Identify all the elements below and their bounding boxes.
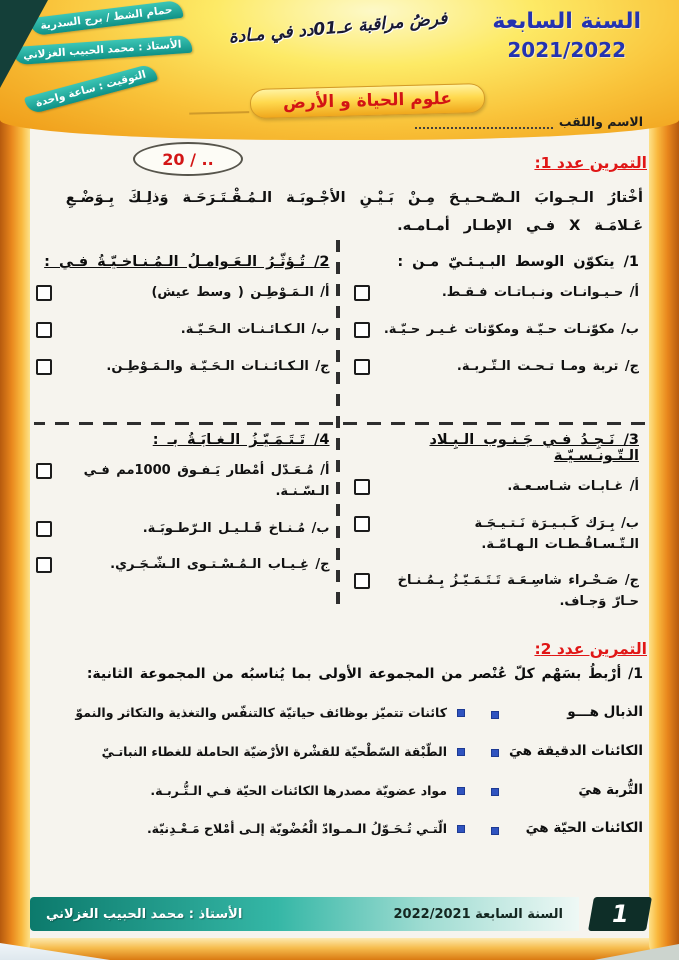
question-2 xyxy=(30,246,340,424)
answer-checkbox[interactable] xyxy=(354,359,370,375)
option-label: أ/ حـيـوانـات ونـبـاتـات فـقـط. xyxy=(441,285,639,300)
grade-label: السنة السابعة xyxy=(492,9,641,34)
match-term xyxy=(491,704,643,720)
footer-bar xyxy=(30,897,649,931)
option-label: ب/ بِـرَك كَـبـيـرَة نَـتـيـجَـة الـتّـسـاقُـطـات الـهـامّـة. xyxy=(474,515,639,552)
question-2-option-c xyxy=(36,357,330,378)
link-marker[interactable] xyxy=(491,749,499,757)
link-marker[interactable] xyxy=(457,709,465,717)
answer-checkbox[interactable] xyxy=(36,285,52,301)
term-label: التُّربة هيَ xyxy=(578,781,643,798)
term-label: الكائنات الدقيقة هيَ xyxy=(509,742,643,759)
option-label: أ/ الـمَـوْطِـن ( وسط عيش) xyxy=(151,285,330,300)
link-marker[interactable] xyxy=(491,827,499,835)
question-1-option-b xyxy=(354,320,640,341)
link-marker[interactable] xyxy=(457,825,465,833)
answer-checkbox[interactable] xyxy=(36,557,52,573)
mcq-grid xyxy=(30,246,649,638)
match-row xyxy=(36,820,643,839)
footer-band xyxy=(30,897,579,931)
answer-checkbox[interactable] xyxy=(354,573,370,589)
question-4-option-a xyxy=(36,461,330,503)
question-3-option-c xyxy=(354,571,640,613)
option-label: ج/ الـكـائـنـات الـحَـيّـة والـمَـوْطِـن. xyxy=(106,358,330,374)
question-3-option-a xyxy=(354,477,640,498)
question-4 xyxy=(30,424,340,638)
question-4-option-c xyxy=(36,555,330,576)
answer-checkbox[interactable] xyxy=(36,359,52,375)
answer-checkbox[interactable] xyxy=(36,521,52,537)
question-1-title: 1/ يتكوّن الوسط البـيـئـيّ مـن : xyxy=(397,254,639,270)
school-year: 2021/2022 xyxy=(507,37,626,62)
score-value: 20 / .. xyxy=(162,149,214,169)
bottom-border-decoration xyxy=(0,938,679,960)
left-border-decoration xyxy=(0,0,30,960)
option-label: ج/ غِـيـاب الـمُـسْـتـوى الـشّـجَـري. xyxy=(110,557,330,573)
footer-grade: السنة السابعة 2022/2021 xyxy=(393,906,563,922)
exercise2-instruction: 1/ أرْبطُ بسَهْم كلّ عُنْصر من المجموعة الأولى بما يُناسبُه من المجموعة الثانية: xyxy=(86,666,643,682)
question-3-option-b xyxy=(354,514,640,556)
name-fill-line[interactable] xyxy=(415,116,553,129)
answer-checkbox[interactable] xyxy=(354,516,370,532)
term-label: الكائنات الحيّة هيَ xyxy=(525,820,643,837)
right-border-decoration xyxy=(649,0,679,960)
option-label: ب/ مُـنـاخ قَـلـيـل الـرّطـوبَـة. xyxy=(142,520,330,536)
match-term xyxy=(491,820,643,836)
question-3-title: 3/ نَـجِـدُ فـي جَـنـوب الـبِـلاد الـتّـونـسـيّـة xyxy=(429,432,639,464)
footer-teacher: الأستاذ : محمد الحبيب الغزلاني xyxy=(46,906,243,922)
question-1 xyxy=(340,246,650,424)
match-definition xyxy=(36,782,465,801)
matching-table xyxy=(36,704,643,859)
match-definition xyxy=(36,743,465,762)
exercise1-instruction xyxy=(36,184,643,241)
definition-label: كائنات تتميّز بوظائف حياتيّة كالتنفّس والتغذية والتكاثر والنموّ xyxy=(75,705,447,720)
option-label: أ/ مُـعَـدّل أمْطار يَـفـوق 1000مم فـي الـسّـنـة. xyxy=(83,463,330,499)
page-number: 1 xyxy=(609,900,631,928)
option-label: ج/ تربة ومـا تـحـت الـتّـربـة. xyxy=(456,358,639,374)
option-label: ب/ الـكـائـنـات الـحَـيّـة. xyxy=(180,321,330,337)
match-term xyxy=(491,743,643,759)
answer-checkbox[interactable] xyxy=(36,463,52,479)
answer-checkbox[interactable] xyxy=(354,322,370,338)
question-2-title: 2/ تُـؤثّـرُ الـعَـوامـلُ الـمُـنـاخـيّـةُ فـي : xyxy=(44,254,330,270)
definition-label: مواد عضويّة مصدرها الكائنات الحيّة فـي الـتُّـربـة. xyxy=(150,782,447,798)
grade-title xyxy=(492,8,641,63)
link-marker[interactable] xyxy=(491,711,499,719)
question-4-title: 4/ تَـتَـمَـيّـزُ الـغـابَـةُ بـ : xyxy=(152,432,330,448)
exam-type-title: فرضُ مراقبة عـ01دد في مـادة xyxy=(227,8,449,48)
match-term xyxy=(491,782,643,798)
page-number-badge xyxy=(588,897,652,931)
answer-checkbox[interactable] xyxy=(354,285,370,301)
term-label: الذبال هـــو xyxy=(567,704,643,720)
answer-checkbox[interactable] xyxy=(36,322,52,338)
instruction-line-1: أخْتارُ الـجـوابَ الـصّـحـيـحَ مِـنْ بَـيْـنِ الأجْـوبَـة الـمُـقْـتَـرَحَـة وَذلِـكَ بِـوَضْـعِ xyxy=(65,190,643,206)
header-banner xyxy=(0,0,679,140)
question-3 xyxy=(340,424,650,638)
exercise1-title: التمرين عدد 1: xyxy=(534,154,647,172)
question-1-option-a xyxy=(354,283,640,304)
match-row xyxy=(36,743,643,762)
option-label: ج/ صَـحْـراء شاسِـعَـة تَـتَـمَـيّـزُ بِـمُـنـاخ حـارّ وَجـاف. xyxy=(397,573,639,610)
duration-ribbon: التوقيت : ساعة واحدة xyxy=(24,63,158,115)
question-2-option-a xyxy=(36,283,330,304)
option-label: أ/ غـابـات شـاسـعـة. xyxy=(507,479,639,494)
school-ribbon: حمام الشط / برج السدرية xyxy=(29,0,183,36)
student-name-field xyxy=(415,114,643,129)
question-1-option-c xyxy=(354,357,640,378)
match-row xyxy=(36,704,643,723)
definition-label: الطّبْقة السّطْحيّة للقشْرة الأرْضيّة الحاملة للغطاء النباتـيّ xyxy=(101,743,447,759)
question-2-option-b xyxy=(36,320,330,341)
match-definition xyxy=(36,820,465,839)
match-definition xyxy=(36,704,465,723)
answer-checkbox[interactable] xyxy=(354,479,370,495)
link-marker[interactable] xyxy=(491,788,499,796)
definition-label: الّتـي تُـحَـوّلُ الـمـوادّ الْعُضْويّة إلـى أمْلاح مَـعْـدِنيّة. xyxy=(146,821,447,837)
option-label: ب/ مكوّنـات حـيّـة ومكوّنات غـيـر حـيّـة. xyxy=(383,321,639,337)
question-4-option-b xyxy=(36,519,330,540)
name-label: الاسم واللقب xyxy=(558,114,643,129)
exercise2-title: التمرين عدد 2: xyxy=(534,640,647,658)
subject-title: علوم الحياة و الأرض xyxy=(282,88,453,114)
instruction-line-2: عَـلامَـة X فـي الإطـار أمـامـه. xyxy=(397,218,643,235)
score-box[interactable] xyxy=(133,142,243,176)
link-marker[interactable] xyxy=(457,787,465,795)
teacher-ribbon: الأستاذ : محمد الحبيب الغزلاني xyxy=(13,35,192,65)
match-row xyxy=(36,782,643,801)
link-marker[interactable] xyxy=(457,748,465,756)
